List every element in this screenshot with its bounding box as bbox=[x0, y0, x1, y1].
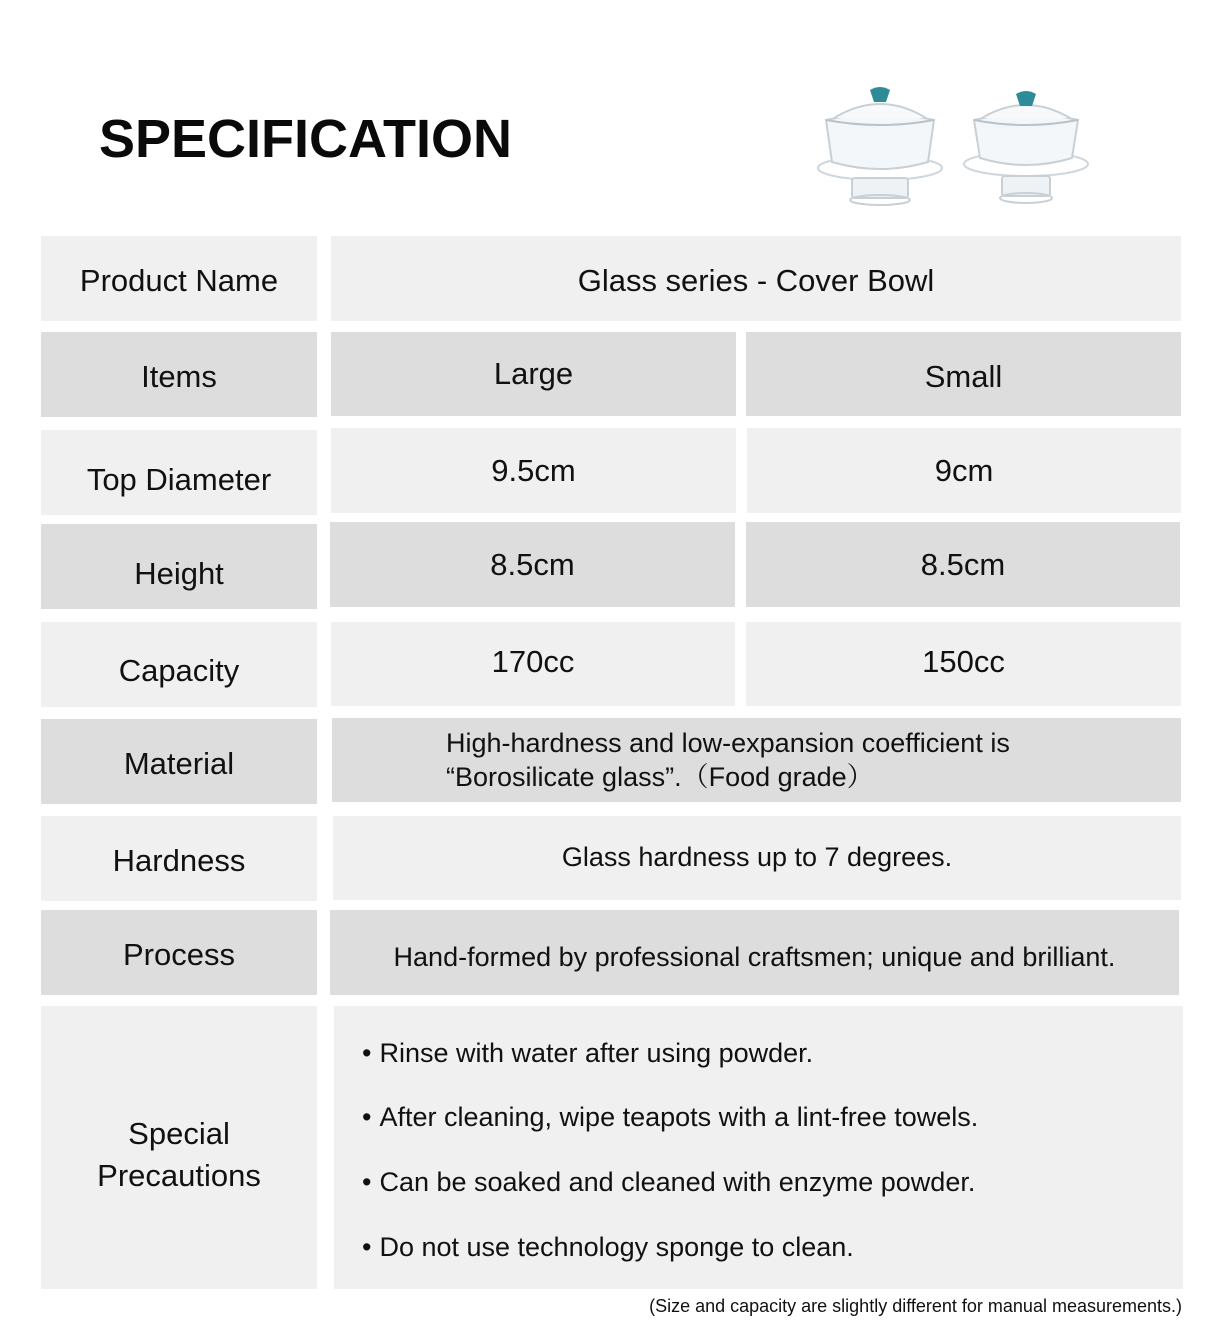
process-label bbox=[41, 910, 317, 995]
capacity-large bbox=[331, 622, 735, 706]
product-name-label bbox=[41, 236, 317, 321]
material-label-text: Material bbox=[123, 745, 235, 781]
bullet-icon: • bbox=[362, 1232, 372, 1262]
hardness-value bbox=[333, 816, 1181, 900]
list-item bbox=[362, 1102, 978, 1133]
precaution-text: After cleaning, wipe teapots with a lint-free towels. bbox=[379, 1102, 979, 1132]
material-line-2: “Borosilicate glass”.（Food grade） bbox=[446, 762, 874, 792]
top-diameter-large-text: 9.5cm bbox=[491, 452, 576, 488]
footnote: (Size and capacity are slightly different for manual measurements.) bbox=[649, 1296, 1182, 1316]
process-value-text: Hand-formed by professional craftsmen; unique and brilliant. bbox=[393, 941, 1116, 972]
material-label bbox=[41, 719, 317, 804]
top-diameter-small bbox=[747, 428, 1181, 513]
hardness-value-text: Glass hardness up to 7 degrees. bbox=[561, 842, 953, 873]
material-line-1: High-hardness and low-expansion coefficient is bbox=[446, 728, 1010, 758]
bullet-icon: • bbox=[362, 1038, 372, 1068]
product-name-value-text: Glass series - Cover Bowl bbox=[577, 262, 935, 298]
items-large-header bbox=[331, 332, 736, 416]
height-small bbox=[746, 522, 1180, 607]
capacity-label bbox=[41, 622, 317, 707]
hardness-label-text: Hardness bbox=[112, 842, 246, 878]
material-description bbox=[446, 726, 1010, 794]
items-large-text: Large bbox=[493, 356, 574, 392]
precaution-text: Do not use technology sponge to clean. bbox=[379, 1232, 854, 1262]
bullet-icon: • bbox=[362, 1102, 372, 1132]
special-precautions-label-line-2: Precautions bbox=[97, 1157, 261, 1193]
top-diameter-large bbox=[331, 428, 736, 513]
process-label-text: Process bbox=[123, 936, 235, 972]
capacity-small bbox=[746, 622, 1181, 706]
page-title: SPECIFICATION bbox=[99, 109, 513, 169]
items-small-header bbox=[746, 332, 1181, 416]
material-value bbox=[332, 718, 1181, 802]
height-label-text: Height bbox=[134, 555, 224, 591]
small-cover-bowl bbox=[964, 91, 1088, 203]
capacity-label-text: Capacity bbox=[118, 652, 240, 688]
product-name-value bbox=[331, 236, 1181, 321]
height-large bbox=[330, 522, 735, 607]
height-small-text: 8.5cm bbox=[920, 546, 1006, 582]
list-item bbox=[362, 1038, 813, 1069]
list-item bbox=[362, 1232, 854, 1263]
top-diameter-small-text: 9cm bbox=[934, 452, 994, 488]
items-label bbox=[41, 332, 317, 417]
list-item bbox=[362, 1167, 975, 1198]
process-value bbox=[330, 910, 1179, 995]
height-label bbox=[41, 524, 317, 609]
top-diameter-label bbox=[41, 430, 317, 515]
hardness-label bbox=[41, 816, 317, 901]
capacity-large-text: 170cc bbox=[491, 644, 575, 680]
items-small-text: Small bbox=[924, 359, 1003, 395]
precaution-text: Rinse with water after using powder. bbox=[379, 1038, 814, 1068]
items-label-text: Items bbox=[141, 358, 217, 394]
special-precautions-label-line-1: Special bbox=[128, 1115, 230, 1151]
bullet-icon: • bbox=[362, 1167, 372, 1197]
capacity-small-text: 150cc bbox=[922, 644, 1005, 680]
precaution-text: Can be soaked and cleaned with enzyme powder. bbox=[379, 1167, 976, 1197]
top-diameter-label-text: Top Diameter bbox=[86, 461, 272, 497]
cover-bowl-image bbox=[812, 84, 1102, 212]
product-name-label-text: Product Name bbox=[79, 262, 279, 298]
height-large-text: 8.5cm bbox=[490, 546, 575, 582]
special-precautions-label bbox=[41, 1006, 317, 1289]
large-cover-bowl bbox=[818, 87, 942, 205]
